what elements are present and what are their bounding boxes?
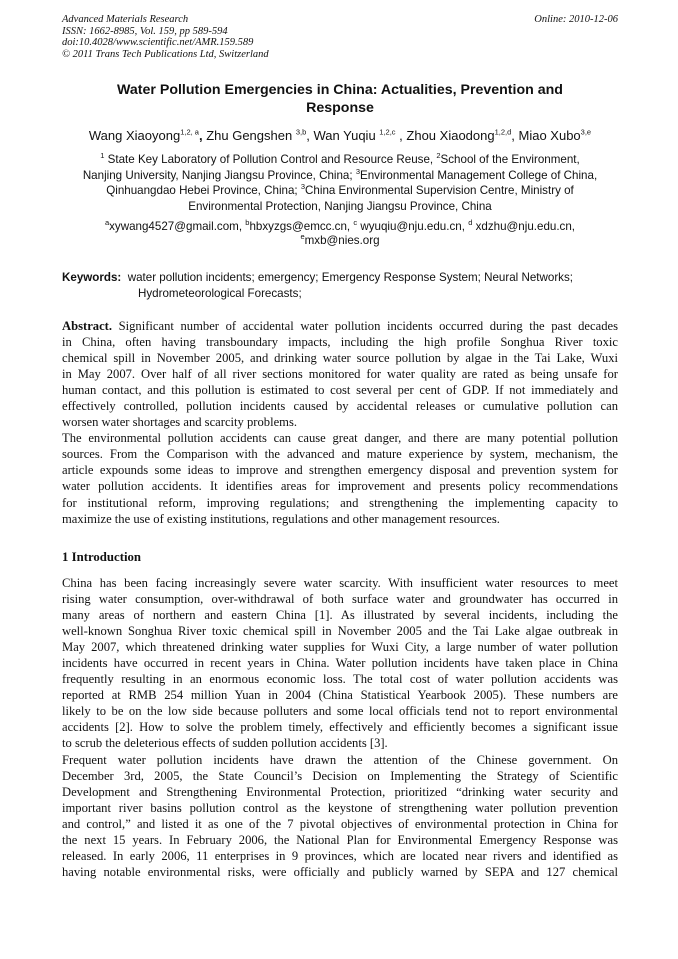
body-line: to scrub the deleterious effects of sudden pollution accidents [3]. [62, 736, 388, 751]
online-date: Online: 2010-12-06 [534, 14, 618, 25]
affiliation-line: Environmental Protection, Nanjing Jiangsu Province, China [188, 199, 492, 213]
abstract-label: Abstract. [62, 319, 113, 333]
body-line: May 2007, which threatened drinking water supplies for Wuxi City, a large number of water pollution [62, 640, 618, 655]
abstract-line: worsen water shortages and scarcity problems. [62, 415, 298, 430]
abstract-line: Abstract. Significant number of accidental water pollution incidents occurred during the past decades [62, 319, 618, 333]
abstract-line: article expounds some ideas to improve and strengthen emergency disposal and prevention system for [62, 463, 618, 478]
abstract-line: for institutional reform, improving regulations; and strengthening the implementing capacity to [62, 495, 618, 510]
body-line: many areas of northern and eastern China [1]. As illustrated by several incidents, including the [62, 608, 618, 623]
abstract-line: in May 2007. Over half of all river sections monitored for water quality are rated as being unsafe for [62, 367, 618, 382]
body-line: released. In early 2006, 11 enterprises in 9 provinces, which are located near rivers and identified as [62, 848, 618, 863]
running-header [62, 14, 618, 60]
affiliation-line: Nanjing University, Nanjing Jiangsu Province, China; $^3$Environmental Management College of China, [82, 166, 598, 182]
author-emails: $^a$xywang4527@gmail.com, $^b$hbxyzgs@emcc.cn, $^c$ wyuqiu@nju.edu.cn, $^d$ xdzhu@nju.edu.cn, $^e$mxb@nies.org [104, 218, 576, 247]
section-heading: 1 Introduction [62, 550, 142, 564]
abstract-line: human contact, and this pollution is estimated to cost several per cent of GDP. If not immediately and [62, 383, 618, 398]
journal-name: Advanced Materials Research [62, 14, 189, 25]
title-line-2: Response [306, 100, 374, 116]
keywords-label: Keywords: [62, 271, 122, 284]
author-affiliation-mark: 1,2,d [494, 127, 512, 137]
body-line: China has been facing increasingly severe water scarcity. With insufficient water resources to meet [62, 576, 618, 590]
abstract-line: effectively controlled, pollution incidents caused by accidental releases or cumulative pollution can [62, 399, 618, 414]
body-line: likely to be on the low side because polluters and some local officials tend not to report environmental [62, 704, 618, 719]
body-line: rising water consumption, over-withdrawal of both surface water and groundwater has occurred in [62, 592, 618, 607]
body-line: frequently resulting in an enormous economic loss. The total cost of water pollution accidents was [62, 672, 618, 687]
abstract-line: The environmental pollution accidents can cause great danger, and there are many potential pollution [62, 431, 618, 446]
abstract-line: in China, often having transboundary impacts, including the high profile Songhua River toxic [62, 335, 618, 350]
body-line: incidents have occurred in recent years in China. Water pollution incidents have taken place in China [62, 656, 618, 671]
body-line: important river basins pollution control as the keystone of strengthening water pollution prevention [62, 800, 618, 815]
abstract-line: sources. From the Comparison with the advanced and mature experience by system, mechanism, the [62, 447, 618, 462]
body-line: reported at RMB 254 million Yuan in 2004 (China Statistical Yearbook 2005). These numbers are [62, 688, 618, 703]
author-affiliation-mark: 3,b [295, 127, 307, 137]
body-line: Development and Strengthening Environmental Protection, prioritized “drinking water security and [62, 784, 618, 799]
body-line: accidents [2]. How to solve the problem timely, effectively and efficiently becomes a significant issue [62, 720, 618, 735]
abstract-line: water pollution accidents. It identifies areas for improvement and presents policy recommendations [62, 479, 618, 494]
email-link[interactable]: xdzhu@nju.edu.cn, [475, 220, 576, 233]
author-name: Wang Xiaoyong [88, 128, 181, 143]
doi-line: doi:10.4028/www.scientific.net/AMR.159.589 [62, 37, 254, 48]
author-name: Wan Yuqiu [313, 128, 376, 143]
author-affiliation-mark: 1,2,c [379, 127, 396, 137]
author-name: Miao Xubo [518, 128, 581, 143]
body-line: the next 15 years. In February 2006, the National Plan for Environmental Emergency Response was [62, 832, 618, 847]
author-affiliation-mark: 3,e [580, 127, 592, 137]
author-affiliation-mark: 1,2, a [180, 127, 199, 137]
affiliation-line: Qinhuangdao Hebei Province, China; $^3$China Environmental Supervision Centre, Ministry of [106, 182, 574, 197]
affiliations [62, 152, 618, 214]
issn-line: ISSN: 1662-8985, Vol. 159, pp 589-594 [62, 25, 228, 37]
abstract [62, 318, 618, 527]
keywords-line-2: Hydrometeorological Forecasts; [138, 286, 302, 300]
email-link[interactable]: wyuqiu@nju.edu.cn, [360, 220, 465, 233]
email-link[interactable]: hbxyzgs@emcc.cn, [249, 220, 351, 233]
body-line: and control,” and listed it as one of the 7 pivotal objectives of environmental protection in China for [62, 816, 618, 831]
body-line: well-known Songhua River toxic chemical spill in November 2005 and the Tai Lake algae outbreak in [62, 624, 618, 639]
email-link[interactable]: mxb@nies.org [304, 234, 380, 247]
copyright-line: © 2011 Trans Tech Publications Ltd, Switzerland [62, 48, 269, 60]
keywords-line-1: water pollution incidents; emergency; Emergency Response System; Neural Networks; [127, 271, 574, 284]
abstract-line: maximize the use of existing institutions, regulations and other management resources. [62, 511, 500, 526]
body-line: Frequent water pollution incidents have drawn the attention of the Chinese government. On [62, 752, 618, 767]
email-link[interactable]: xywang4527@gmail.com, [109, 220, 243, 233]
introduction-body [62, 575, 618, 880]
author-list: Wang Xiaoyong$^{1,2, a}$, Zhu Gengshen $^{3,b}$, Wan Yuqiu $^{1,2,c}$ , Zhou Xiaodong$^{1,2,d}$, Miao Xubo$^{3,e}$ [88, 127, 592, 143]
author-name: Zhu Gengshen [206, 128, 293, 143]
keywords [62, 270, 618, 301]
title-line-1: Water Pollution Emergencies in China: Actualities, Prevention and [117, 82, 563, 98]
body-line: December 3rd, 2005, the State Council’s Decision on Implementing the Strategy of Scientific [62, 768, 618, 783]
affiliation-line: $^1$ State Key Laboratory of Pollution Control and Resource Reuse, $^2$School of the Environment, [100, 151, 580, 166]
abstract-line: chemical spill in November 2005, and drinking water source pollution by algae in the Tai Lake, Wuxi [62, 351, 618, 366]
paper-title [62, 81, 618, 117]
author-name: Zhou Xiaodong [406, 128, 495, 143]
body-line: having notable environmental risks, were officially and publicly warned by SEPA and 127 chemical [62, 864, 618, 879]
